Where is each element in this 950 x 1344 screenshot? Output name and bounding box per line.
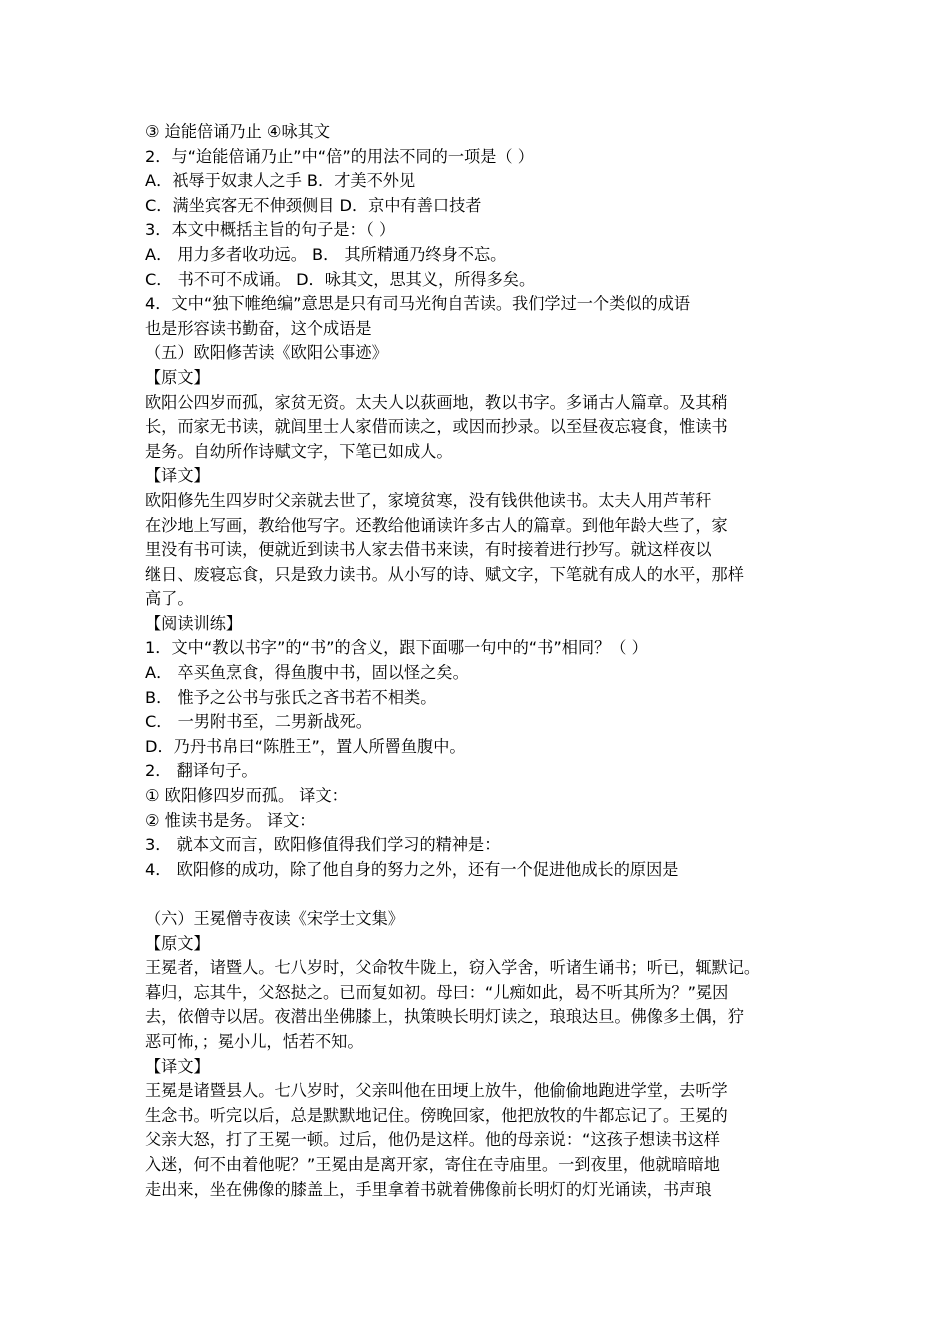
text-line: A．祇辱于奴隶人之手 B．才美不外见 [145, 171, 416, 191]
text-line: ① 欧阳修四岁而孤。 译文： [145, 786, 348, 806]
text-line: 里没有书可读，便就近到读书人家去借书来读，有时接着进行抄写。就这样夜以 [145, 540, 712, 560]
text-line: 生念书。听完以后，总是默默地记住。傍晚回家，他把放牧的牛都忘记了。王冕的 [145, 1105, 728, 1125]
text-line: ③ 迨能倍诵乃止 ④咏其文 [145, 122, 331, 141]
text-line: 欧阳修先生四岁时父亲就去世了，家境贫寒，没有钱供他读书。太夫人用芦苇秆 [145, 490, 712, 510]
text-line: 1．文中“教以书字”的“书”的含义，跟下面哪一句中的“书”相同？（ ） [145, 638, 648, 658]
subsection-label: 【阅读训练】 [145, 613, 243, 633]
text-line: C． 书不可不成诵。 D．咏其文，思其义，所得多矣。 [145, 269, 536, 289]
text-line: 暮归，忘其牛，父怒挞之。已而复如初。母曰：“儿痴如此，曷不听其所为？”冕因 [145, 982, 729, 1002]
text-line: 走出来，坐在佛像的膝盖上，手里拿着书就着佛像前长明灯的灯光诵读，书声琅 [145, 1179, 712, 1199]
text-line: 欧阳公四岁而孤，家贫无资。太夫人以荻画地，教以书字。多诵古人篇章。及其稍 [145, 392, 728, 412]
text-line: 恶可怖，；冕小儿，恬若不知。 [145, 1031, 364, 1051]
text-line: 也是形容读书勤奋，这个成语是 [145, 318, 372, 338]
text-line: 王冕者，诸暨人。七八岁时，父命牧牛陇上，窃入学舍，听诸生诵书；听已，辄默记。 [145, 958, 761, 978]
text-line: 在沙地上写画，教给他写字。还教给他诵读许多古人的篇章。到他年龄大些了，家 [145, 515, 728, 535]
text-line: 2． 翻译句子。 [145, 761, 258, 781]
text-line: 去，依僧寺以居。夜潜出坐佛膝上，执策映长明灯读之，琅琅达旦。佛像多土偶，狞 [145, 1007, 744, 1027]
text-line: C． 一男附书至，二男新战死。 [145, 712, 372, 732]
text-line: 王冕是诸暨县人。七八岁时，父亲叫他在田埂上放牛，他偷偷地跑进学堂，去听学 [145, 1081, 728, 1101]
subsection-label: 【原文】 [145, 367, 210, 387]
text-line: A． 卒买鱼烹食，得鱼腹中书，固以怪之矣。 [145, 663, 469, 683]
subsection-label: 【原文】 [145, 933, 210, 953]
text-line: 4． 欧阳修的成功，除了他自身的努力之外，还有一个促进他成长的原因是 [145, 859, 679, 879]
text-line: 入迷，何不由着他呢？”王冕由是离开家，寄住在寺庙里。一到夜里，他就暗暗地 [145, 1154, 720, 1174]
section-heading: （五）欧阳修苦读《欧阳公事迹》 [145, 343, 388, 363]
text-line: 长，而家无书读，就闾里士人家借而读之，或因而抄录。以至昼夜忘寝食，惟读书 [145, 417, 728, 437]
text-line: 3． 就本文而言，欧阳修值得我们学习的精神是： [145, 835, 501, 855]
text-line: 4．文中“独下帷绝编”意思是只有司马光徇自苦读。我们学过一个类似的成语 [145, 294, 691, 314]
subsection-label: 【译文】 [145, 1056, 210, 1076]
text-line: A． 用力多者收功远。 B． 其所精通乃终身不忘。 [145, 244, 507, 264]
text-line: 3．本文中概括主旨的句子是：（ ） [145, 220, 396, 240]
text-line: C．满坐宾客无不伸颈侧目 D．京中有善口技者 [145, 195, 482, 215]
text-line: B． 惟予之公书与张氏之吝书若不相类。 [145, 687, 437, 707]
text-line: D．乃丹书帛曰“陈胜王”，置人所罾鱼腹中。 [145, 736, 466, 756]
text-line: 父亲大怒，打了王冕一顿。过后，他仍是这样。他的母亲说：“这孩子想读书这样 [145, 1130, 720, 1150]
text-line: ② 惟读书是务。 译文： [145, 810, 316, 830]
section-heading: （六）王冕僧寺夜读《宋学士文集》 [145, 909, 404, 928]
text-line: 是务。自幼所作诗赋文字，下笔已如成人。 [145, 441, 453, 461]
text-line: 2．与“迨能倍诵乃止”中“倍”的用法不同的一项是（ ） [145, 146, 534, 166]
text-line: 高了。 [145, 589, 194, 609]
blank-line [145, 882, 815, 907]
subsection-label: 【译文】 [145, 466, 210, 486]
text-line: 继日、废寝忘食，只是致力读书。从小写的诗、赋文字，下笔就有成人的水平，那样 [145, 564, 744, 584]
document-page [145, 120, 815, 1202]
